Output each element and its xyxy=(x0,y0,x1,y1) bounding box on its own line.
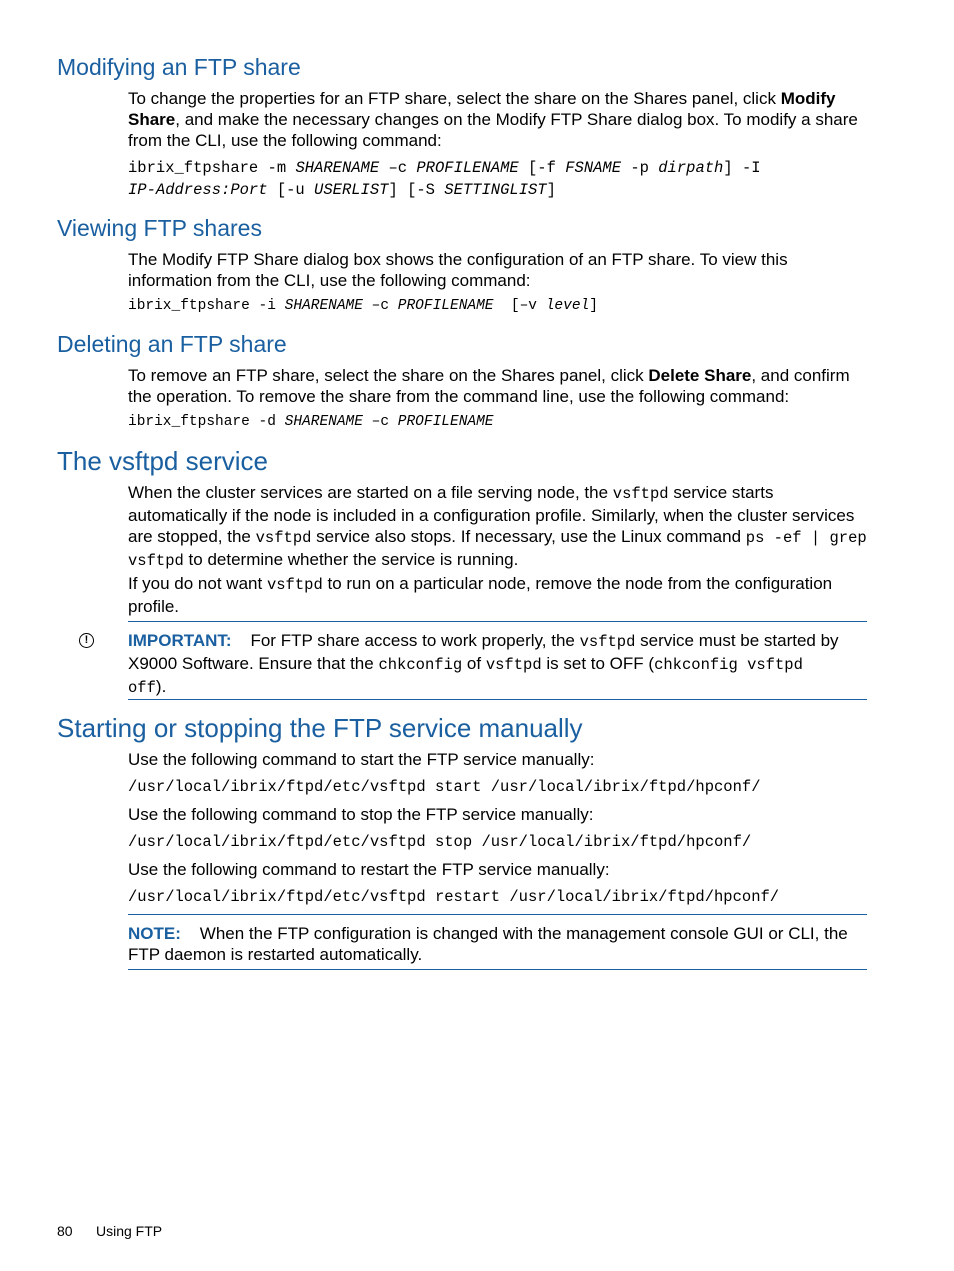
delete-share-paragraph: To remove an FTP share, select the share on the Shares panel, click Delete Share, and confirm the operation. To remove the share from the command line, use the following command: xyxy=(128,366,850,406)
start-command: /usr/local/ibrix/ftpd/etc/vsftpd start /usr/local/ibrix/ftpd/hpconf/ xyxy=(128,778,761,796)
modify-share-term: Modify Share xyxy=(128,89,836,129)
delete-share-command: ibrix_ftpshare -d SHARENAME –c PROFILENAME xyxy=(128,414,494,430)
section-heading-modifying-ftp-share: Modifying an FTP share xyxy=(57,54,301,80)
important-callout: IMPORTANT: For FTP share access to work properly, the vsftpd service must be started by X9000 Software. Ensure that the chkconfig of vsftpd is set to OFF (chkconfig vsftpd off). xyxy=(128,631,839,697)
note-label: NOTE: xyxy=(128,924,181,943)
note-bottom-rule xyxy=(128,969,867,970)
delete-share-term: Delete Share xyxy=(648,366,752,385)
important-top-rule xyxy=(128,621,867,622)
note-callout: NOTE: When the FTP configuration is changed with the management console GUI or CLI, the FTP daemon is restarted automatically. xyxy=(128,924,848,964)
stop-command-intro: Use the following command to stop the FTP service manually: xyxy=(128,805,594,824)
restart-command: /usr/local/ibrix/ftpd/etc/vsftpd restart /usr/local/ibrix/ftpd/hpconf/ xyxy=(128,888,780,906)
section-heading-start-stop-ftp: Starting or stopping the FTP service manually xyxy=(57,713,583,743)
page-number: 80 xyxy=(57,1223,73,1239)
chapter-title: Using FTP xyxy=(96,1223,163,1239)
section-heading-vsftpd-service: The vsftpd service xyxy=(57,446,268,476)
vsftpd-service-paragraph: When the cluster services are started on a file serving node, the vsftpd service starts automatically if the node is included in a configuration profile. Similarly, when the cluster services are stopped, the vsftpd service also stops. If necessary, use the Linux command ps -ef | grep vsftpd to determine whether the service is running. xyxy=(128,483,867,570)
exclamation-circle-icon: ! xyxy=(79,633,94,648)
important-bottom-rule xyxy=(128,699,867,700)
section-heading-deleting-ftp-share: Deleting an FTP share xyxy=(57,331,287,357)
section-heading-viewing-ftp-shares: Viewing FTP shares xyxy=(57,215,262,241)
view-share-command: ibrix_ftpshare -i SHARENAME –c PROFILENAME [–v level] xyxy=(128,298,598,314)
viewing-shares-paragraph: The Modify FTP Share dialog box shows the configuration of an FTP share. To view this information from the CLI, use the following command: xyxy=(128,250,788,290)
stop-command: /usr/local/ibrix/ftpd/etc/vsftpd stop /usr/local/ibrix/ftpd/hpconf/ xyxy=(128,833,752,851)
vsftpd-disable-paragraph: If you do not want vsftpd to run on a particular node, remove the node from the configuration profile. xyxy=(128,574,833,616)
restart-command-intro: Use the following command to restart the FTP service manually: xyxy=(128,860,610,879)
modify-share-command: ibrix_ftpshare -m SHARENAME –c PROFILENAME [-f FSNAME -p dirpath] -I IP-Address:Port [-u USERLIST] [-S SETTINGLIST] xyxy=(128,159,761,199)
note-top-rule xyxy=(128,914,867,915)
start-command-intro: Use the following command to start the FTP service manually: xyxy=(128,750,595,769)
modify-share-paragraph: To change the properties for an FTP share, select the share on the Shares panel, click Modify Share, and make the necessary changes on the Modify FTP Share dialog box. To modify a share from the CLI, use the following command: xyxy=(128,89,858,150)
important-label: IMPORTANT: xyxy=(128,631,232,650)
